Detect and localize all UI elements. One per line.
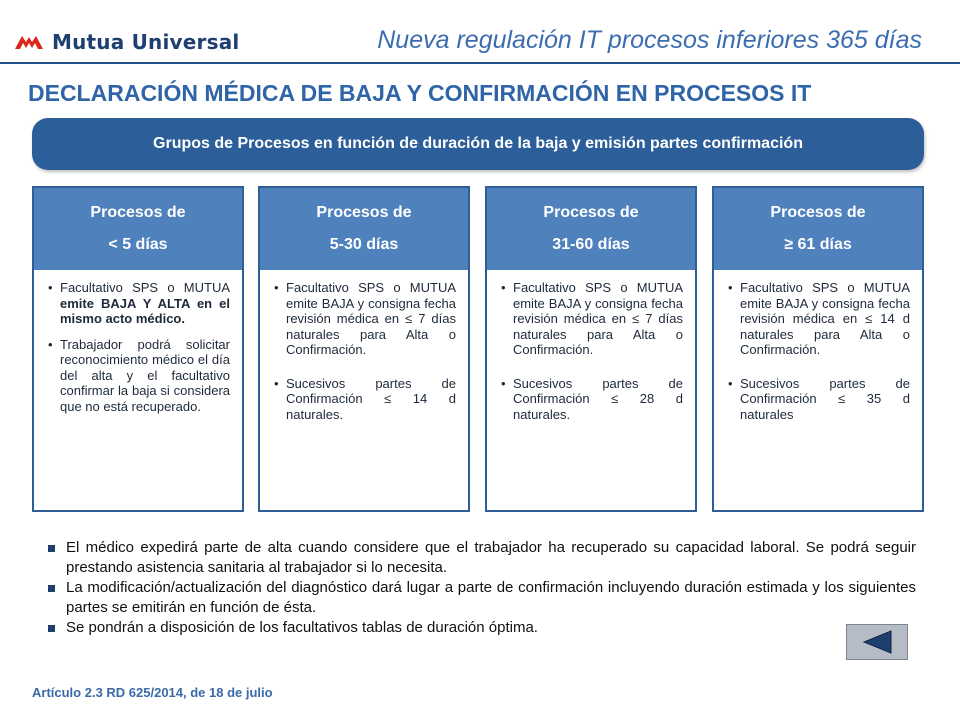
list-item: • Facultativo SPS o MUTUA emite BAJA y consigna fecha revisión médica en ≤ 7 días naturales para Alta o Confirmación. — [501, 280, 683, 358]
group-header-line1: Procesos de — [90, 204, 186, 221]
page-title: DECLARACIÓN MÉDICA DE BAJA Y CONFIRMACIÓN EN PROCESOS IT — [28, 80, 812, 106]
list-item: • Sucesivos partes de Confirmación ≤ 35 d naturales — [728, 376, 910, 423]
footer-reference: Artículo 2.3 RD 625/2014, de 18 de julio — [32, 685, 273, 700]
group-header — [34, 188, 242, 270]
group-header-line2: 5-30 días — [329, 236, 399, 253]
header-title: Nueva regulación IT procesos inferiores 365 días — [377, 26, 922, 54]
group-header-line2: 31-60 días — [552, 236, 630, 253]
group-header-line1: Procesos de — [770, 204, 866, 221]
list-item: • Trabajador podrá solicitar reconocimiento médico el día del alta y el facultativo confirmar la baja si considera que no está recuperado. — [48, 337, 230, 415]
list-item: • Sucesivos partes de Confirmación ≤ 28 d naturales. — [501, 376, 683, 423]
list-item: • Facultativo SPS o MUTUA emite BAJA y consigna fecha revisión médica en ≤ 7 días naturales para Alta o Confirmación. — [274, 280, 456, 358]
group-header — [487, 188, 695, 270]
group-header-line2: ≥ 61 días — [784, 236, 852, 253]
mutua-universal-logo-icon — [14, 33, 44, 51]
back-button[interactable] — [846, 624, 908, 660]
triangle-left-icon — [860, 629, 894, 655]
group-body — [714, 270, 922, 422]
list-item: • Sucesivos partes de Confirmación ≤ 14 d naturales. — [274, 376, 456, 423]
note-item: El médico expedirá parte de alta cuando considere que el trabajador ha recuperado su capacidad laboral. Se podrá seguir prestando asistencia sanitaria al trabajador si lo necesita. — [44, 538, 916, 578]
list-item: • Facultativo SPS o MUTUA emite BAJA Y ALTA en el mismo acto médico. — [48, 280, 230, 327]
list-item: • Facultativo SPS o MUTUA emite BAJA y consigna fecha revisión médica en ≤ 14 d naturales para Alta o Confirmación. — [728, 280, 910, 358]
brand-name: Mutua Universal — [52, 30, 240, 54]
group-body — [487, 270, 695, 422]
groups-banner — [32, 118, 924, 170]
group-header-line1: Procesos de — [316, 204, 412, 221]
notes-list — [44, 538, 916, 638]
brand-logo — [14, 30, 239, 54]
group-header-line2: < 5 días — [108, 236, 168, 253]
process-group-gte61 — [712, 186, 924, 512]
process-group-31-60 — [485, 186, 697, 512]
note-item: La modificación/actualización del diagnóstico dará lugar a parte de confirmación incluyendo duración estimada y los siguientes partes se emitirán en función de ésta. — [44, 578, 916, 618]
process-group-5-30 — [258, 186, 470, 512]
note-item: Se pondrán a disposición de los facultativos tablas de duración óptima. — [44, 618, 916, 638]
group-body — [260, 270, 468, 422]
group-header — [260, 188, 468, 270]
group-header-line1: Procesos de — [543, 204, 639, 221]
groups-banner-label: Grupos de Procesos en función de duración de la baja y emisión partes confirmación — [153, 135, 803, 152]
header-divider — [0, 62, 960, 64]
group-header — [714, 188, 922, 270]
group-body — [34, 270, 242, 414]
process-group-lt5 — [32, 186, 244, 512]
